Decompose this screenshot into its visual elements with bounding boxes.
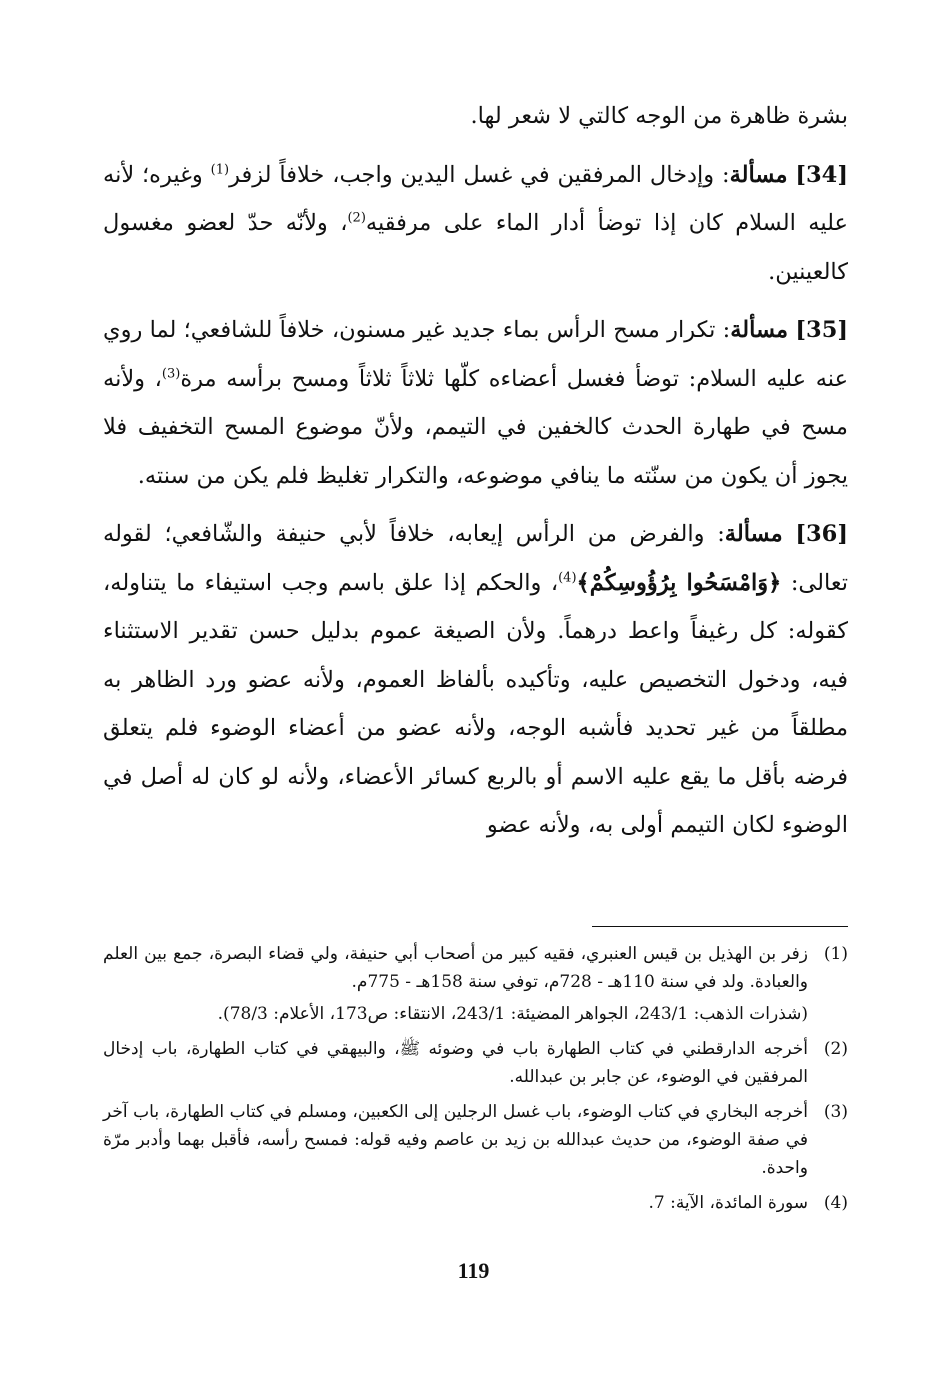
issue-text: : وإدخال المرفقين في غسل اليدين واجب، خلافاً لزفر (229, 161, 730, 188)
issue-text: ، والحكم إذا علق باسم وجب استيفاء ما يتناوله، كقوله: كل رغيفاً واعط درهماً. ولأن الصيغة عموم بدليل حسن تقدير الاستثناء فيه، ودخول التخصيص عليه، وتأكيده بألفاظ العموم، ولأنه عضو ورد الظاهر به مطلقاً من غير تحديد فأشبه الوجه، ولأنه عضو من أعضاء الوضوء فلم يتعلق فرضه بأقل ما يقع عليه الاسم أو بالربع كسائر الأعضاء، ولأنه لو كان له أصل في الوضوء لكان التيمم أولى به، ولأنه عضو (103, 569, 848, 838)
footnote-ref[interactable]: (3) (161, 366, 181, 381)
footnote-body: أخرجه البخاري في كتاب الوضوء، باب غسل الرجلين إلى الكعبين، ومسلم في كتاب الطهارة، باب آخر في صفة الوضوء، من حديث عبدالله بن زيد بن عاصم وفيه قوله: فمسح رأسه، فأقبل بهما وأدبر مرّة واحدة. (103, 1102, 808, 1178)
issue-35 (103, 306, 848, 500)
issue-text: : تكرار مسح الرأس بماء جديد غير مسنون، خلافاً للشافعي؛ لما روي عنه عليه السلام: توضأ فغسل أعضاءه كلّها ثلاثاً ثلاثاً ومسح برأسه مرة (103, 317, 848, 392)
page-number: 119 (457, 1258, 490, 1283)
issue-label: مسألة (724, 521, 783, 547)
footnote-ref[interactable]: (2) (347, 210, 366, 226)
issue-label: مسألة (730, 317, 789, 343)
issue-number: [34] (795, 161, 848, 188)
footnote-separator (592, 926, 848, 927)
issue-text: ، ولأنّه حدّ لعضو مغسول كالعينين. (103, 210, 848, 285)
footnote-3 (103, 1098, 848, 1182)
footnote-body: أخرجه الدارقطني في كتاب الطهارة باب في وضوئه ﷺ، والبيهقي في كتاب الطهارة، باب إدخال المرفقين في الوضوء، عن جابر بن عبدالله. (103, 1039, 808, 1087)
issue-number: [35] (795, 317, 849, 343)
footnote-sources: (شذرات الذهب: 243/1، الجواهر المضيئة: 243/1، الانتقاء: ص173، الأعلام: 78/3). (217, 1004, 808, 1024)
intro-line: بشرة ظاهرة من الوجه كالتي لا شعر لها. (470, 103, 848, 129)
footnote-ref[interactable]: (4) (558, 570, 577, 585)
main-text (103, 92, 848, 850)
footnote-1 (103, 940, 848, 1028)
footnote-2 (103, 1035, 848, 1091)
footnote-text (103, 1035, 808, 1091)
issue-text: ، ولأنه مسح في طهارة الحدث كالخفين في التيمم، ولأنّ موضوع المسح التخفيف فلا يجوز أن يكون من سنّته ما ينافي موضوعه، والتكرار تغليظ فلم يكن من سنته. (103, 365, 848, 489)
page-body (103, 92, 849, 1213)
footnote-body: سورة المائدة، الآية: 7. (648, 1193, 808, 1213)
footnote-number: (3) (823, 1102, 848, 1122)
footnote-ref[interactable]: (1) (210, 162, 230, 177)
footnotes (103, 940, 848, 1224)
footnote-4 (103, 1189, 848, 1217)
footnote-text (103, 940, 808, 1028)
footnote-text (103, 1189, 808, 1217)
issue-number: [36] (795, 521, 848, 547)
issue-text: وغيره؛ لأنه عليه السلام كان إذا توضأ أدار الماء على مرفقيه (103, 161, 848, 236)
issue-text: : والفرض من الرأس إيعابه، خلافاً لأبي حنيفة والشّافعي؛ لقوله تعالى: (103, 521, 848, 596)
footnote-body: زفر بن الهذيل بن قيس العنبري، فقيه كبير من أصحاب أبي حنيفة، ولي قضاء البصرة، جمع بين العلم والعبادة. ولد في سنة 110هـ - 728م، توفي سنة 158هـ - 775م. (103, 944, 808, 992)
footnote-number: (4) (823, 1193, 848, 1213)
quran-verse: ﴿وَامْسَحُوا بِرُؤُوسِكُمْ﴾ (576, 569, 782, 596)
footnote-number: (2) (823, 1039, 848, 1059)
footnote-text (103, 1098, 808, 1182)
footnote-number: (1) (823, 944, 848, 964)
issue-label: مسألة (729, 161, 788, 188)
issue-34 (103, 151, 848, 297)
issue-36 (103, 510, 848, 850)
